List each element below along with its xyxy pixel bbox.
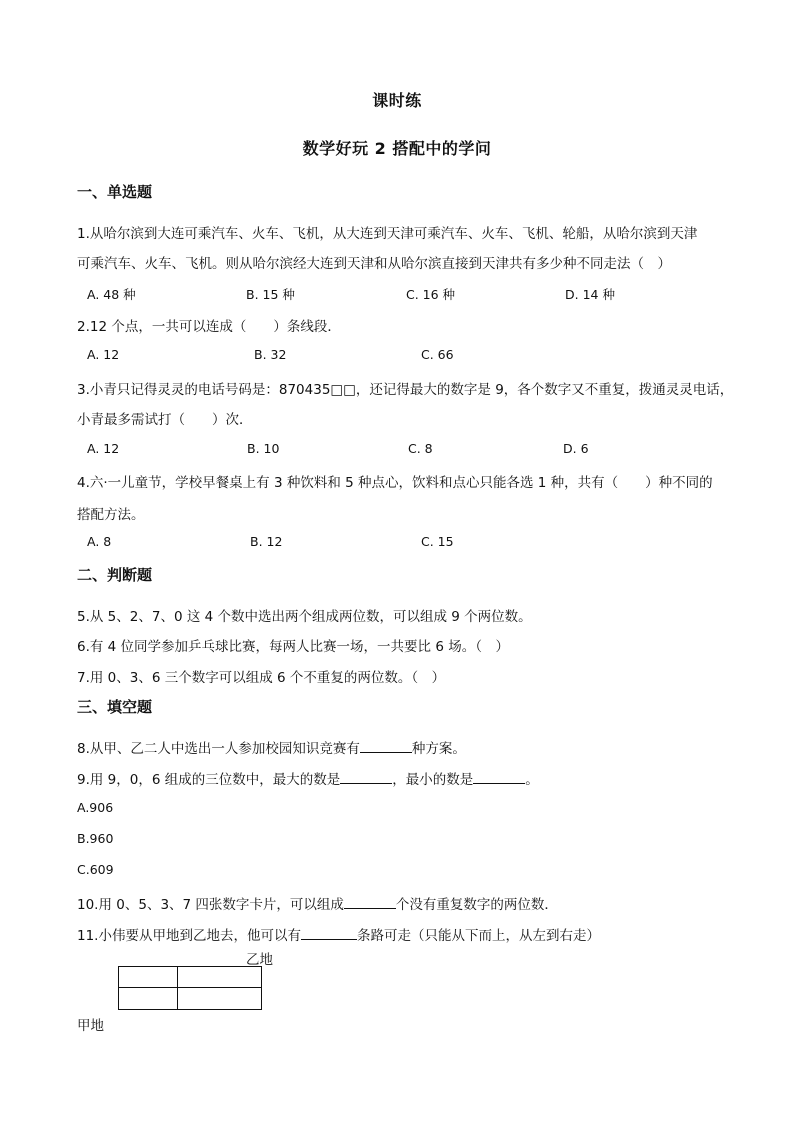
question-9-text-after: 。 [525,772,539,788]
question-1-line-2: 可乘汽车、火车、飞机。则从哈尔滨经大连到天津和从哈尔滨直接到天津共有多少种不同走法（ ） [77,256,671,272]
question-9-option-a: A.906 [77,800,114,815]
question-1-option-d: D. 14 种 [565,287,615,302]
start-label: 甲地 [77,1018,104,1034]
page-subtitle: 数学好玩 2 搭配中的学问 [302,139,492,158]
question-8-answer-blank[interactable] [360,751,412,753]
question-3-line-1: 3.小青只记得灵灵的电话号码是：870435□□，还记得最大的数字是 9，各个数字又不重复，拨通灵灵电话， [77,382,734,398]
route-grid-diagram [118,966,262,1010]
question-2-option-c: C. 66 [421,347,454,362]
question-7: 7.用 0、3、6 三个数字可以组成 6 个不重复的两位数。（ ） [77,670,446,686]
question-5: 5.从 5、2、7、0 这 4 个数中选出两个组成两位数，可以组成 9 个两位数。 [77,609,532,625]
question-10-answer-blank[interactable] [344,907,396,909]
question-8-text-after: 种方案。 [411,741,466,757]
question-4-option-a: A. 8 [87,534,112,549]
question-8-text-before: 8.从甲、乙二人中选出一人参加校园知识竞赛有 [77,741,360,757]
question-9 [77,768,727,788]
question-11 [77,924,727,944]
question-11-answer-blank[interactable] [301,938,357,940]
question-3-option-b: B. 10 [247,441,280,456]
route-grid-vertical-line [177,967,178,1009]
question-4-option-c: C. 15 [421,534,454,549]
question-10-text-after: 个没有重复数字的两位数． [395,897,558,913]
question-10-text-before: 10.用 0、5、3、7 四张数字卡片，可以组成 [77,897,344,913]
question-6: 6.有 4 位同学参加乒乓球比赛，每两人比赛一场，一共要比 6 场。（ ） [77,639,509,655]
question-1-option-a: A. 48 种 [87,287,136,302]
question-8 [77,737,727,757]
question-9-option-b: B.960 [77,831,114,846]
question-1-option-b: B. 15 种 [246,287,295,302]
question-9-text-middle: ，最小的数是 [392,772,474,788]
question-11-text-before: 11.小伟要从甲地到乙地去，他可以有 [77,928,301,944]
route-grid-horizontal-line [119,987,261,988]
question-1-option-c: C. 16 种 [406,287,456,302]
question-4-line-2: 搭配方法。 [77,507,145,523]
question-11-text-after: 条路可走（只能从下而上，从左到右走） [356,928,600,944]
question-4-option-b: B. 12 [250,534,283,549]
question-3-option-c: C. 8 [408,441,433,456]
question-3-option-a: A. 12 [87,441,120,456]
question-3-option-d: D. 6 [563,441,589,456]
section-heading-fill-blank: 三、填空题 [77,698,153,716]
section-heading-true-false: 二、判断题 [77,566,153,584]
question-2-option-b: B. 32 [254,347,287,362]
question-1-line-1: 1.从哈尔滨到大连可乘汽车、火车、飞机，从大连到天津可乘汽车、火车、飞机、轮船，从哈尔滨到天津 [77,226,698,242]
section-heading-single-choice: 一、单选题 [77,183,153,201]
question-10 [77,893,727,913]
question-2-line-1: 2.12 个点，一共可以连成（ ）条线段． [77,319,341,335]
destination-label: 乙地 [246,952,273,968]
question-9-option-c: C.609 [77,862,114,877]
question-9-min-blank[interactable] [473,782,525,784]
question-3-line-2: 小青最多需试打（ ）次． [77,412,253,428]
question-9-text-before: 9.用 9，0，6 组成的三位数中，最大的数是 [77,772,341,788]
page-title: 课时练 [372,91,422,110]
question-9-max-blank[interactable] [340,782,392,784]
question-2-option-a: A. 12 [87,347,120,362]
question-4-line-1: 4.六·一儿童节，学校早餐桌上有 3 种饮料和 5 种点心，饮料和点心只能各选 1 种，共有（ ）种不同的 [77,475,713,491]
